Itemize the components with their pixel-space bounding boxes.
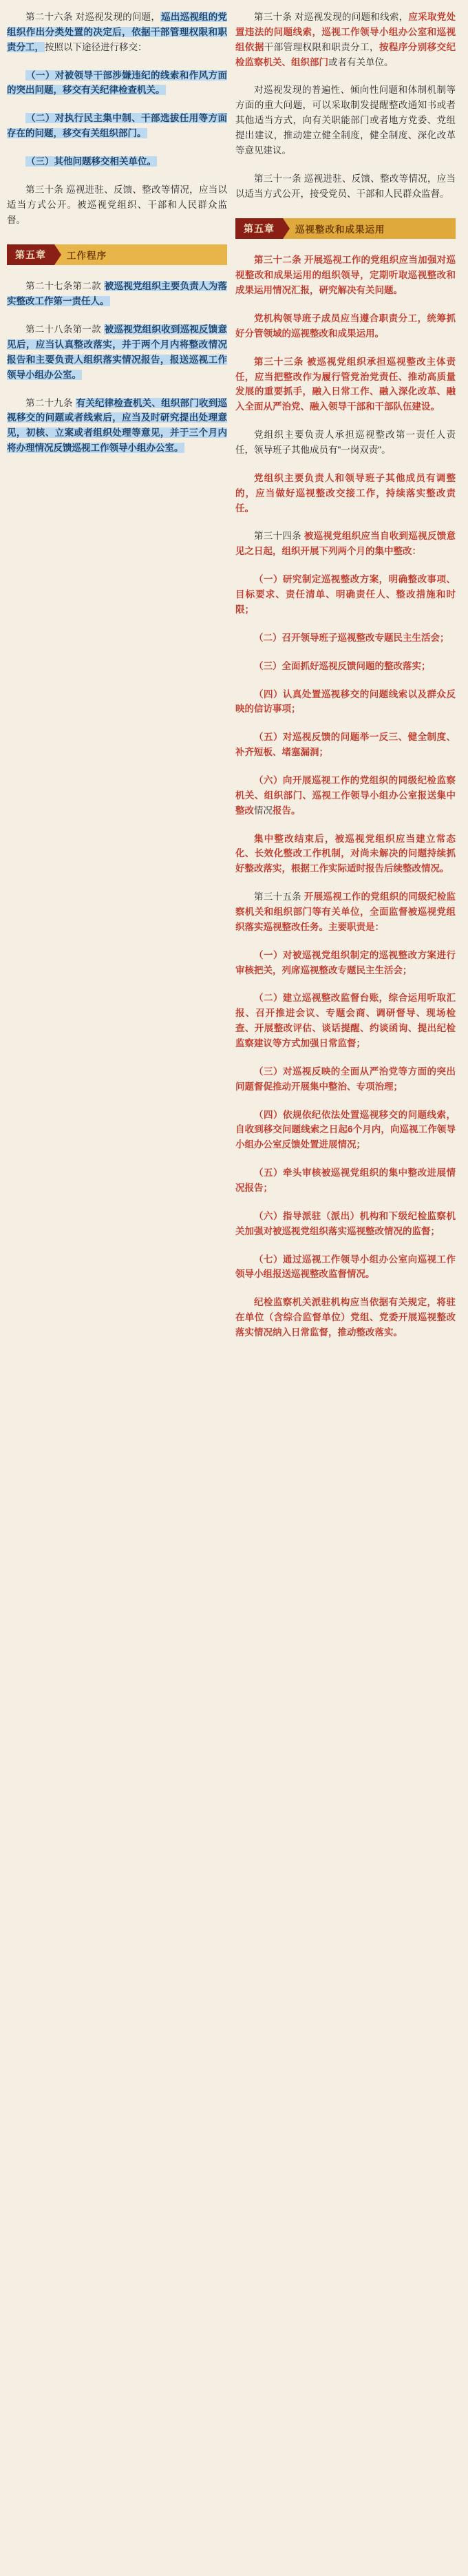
text-run-emphasis: 按程序分别移交纪检监察机关、组织部门	[235, 41, 456, 67]
paragraph-article-34-item-1	[235, 572, 456, 617]
text-run-emphasis: 集中整改结束后，被巡视党组织应当建立常态化、长效化整改工作机制，对尚未解决的问题持续抓好整改落实，根据工作实际适时报告后续整改情况。	[235, 833, 456, 874]
text-run: 第三十一条 巡视进驻、反馈、整改等情况，应当以适当方式公开，接受党员、干部和人民群众监督。	[235, 173, 456, 199]
paragraph-article-35	[235, 889, 456, 935]
text-run-highlight: 有关纪律检查机关、组织部门收到巡视移交的问题或者线索后，应当及时研究提出处理意见，初核、立案或者组织处理等意见，并于三个月内将办理情况反馈巡视工作领导小组办公室。	[7, 397, 227, 454]
chapter-title: 巡视整改和成果运用	[283, 218, 456, 239]
paragraph-article-33b	[235, 427, 456, 458]
text-run-emphasis: （五）对巡视反馈的问题举一反三、健全制度、补齐短板、堵塞漏洞；	[235, 732, 456, 758]
text-run: 或者有关单位。	[328, 56, 394, 67]
paragraph-article-35-item-5	[235, 1165, 456, 1196]
paragraph-article-26-item-1	[7, 68, 227, 98]
paragraph-article-34-item-4	[235, 687, 456, 717]
text-run: 第二十六条 对巡视发现的问题，	[25, 12, 161, 22]
paragraph-article-33c	[235, 471, 456, 516]
chapter-number: 第五章	[235, 218, 283, 239]
text-run-emphasis: （五）牵头审核被巡视党组织的集中整改进展情况报告；	[235, 1168, 456, 1193]
paragraph-article-35-item-6	[235, 1209, 456, 1239]
text-run-emphasis: （二）召开领导班子巡视整改专题民主生活会；	[254, 632, 449, 643]
paragraph-article-35-item-1	[235, 948, 456, 978]
text-run: 。	[381, 445, 391, 456]
paragraph-article-34-item-6	[235, 773, 456, 819]
text-run-emphasis: （一）研究制定巡视整改方案，明确整改事项、目标要求、责任清单、明确责任人、整改措施和时限；	[235, 574, 456, 615]
text-run: 第二十七条第二款	[25, 281, 104, 292]
text-run: 第三十五条	[254, 891, 304, 902]
paragraph-article-26-item-3	[7, 154, 227, 169]
text-run: 第二十九条	[25, 397, 76, 408]
text-run-highlight: 被巡视党组织主要负责人为落实整改工作第一责任人。	[7, 281, 227, 307]
paragraph-article-26	[7, 10, 227, 55]
paragraph-article-32b	[235, 311, 456, 341]
left-column	[7, 10, 227, 462]
paragraph-article-34	[235, 529, 456, 559]
text-run-emphasis: （四）认真处置巡视移交的问题线索以及群众反映的信访事项；	[235, 688, 456, 715]
text-run-emphasis: 应采取党处置违法的问题线索，巡视工作领导小组办公室和巡视组依据	[235, 12, 456, 52]
paragraph-article-35-item-4	[235, 1108, 456, 1153]
paragraph-article-35b	[235, 1295, 456, 1340]
chapter-heading-left	[7, 244, 227, 265]
text-run-emphasis: （七）通过巡视工作领导小组办公室向巡视工作领导小组报送巡视整改监督情况。	[235, 1254, 456, 1280]
paragraph-article-34-item-2	[235, 631, 456, 646]
text-run-emphasis: 被巡视党组织应当自收到巡视反馈意见之日起，组织开展下列	[235, 531, 456, 557]
paragraph-article-33	[235, 355, 456, 414]
right-column	[235, 10, 456, 1347]
paragraph-article-30-left	[7, 182, 227, 228]
paragraph-article-28	[7, 322, 227, 382]
text-run-emphasis: （六）向开展巡视工作的党组织的同级纪检监察机关、组织部门、巡视工作领导小组办公室报送集中整改	[235, 774, 456, 816]
paragraph-article-32	[235, 253, 456, 298]
paragraph-article-34-item-3	[235, 659, 456, 674]
text-run: 情况	[254, 805, 273, 816]
paragraph-article-35-item-7	[235, 1252, 456, 1282]
paragraph-article-30b	[235, 83, 456, 158]
text-run-emphasis: 纪检监察机关派驻机构应当依据有关规定，将驻在单位（含综合监督单位）党组、党委开展巡视整改落实情况纳入日常监督，推动整改落实。	[235, 1297, 456, 1338]
text-run: 党组织主要负责人承担巡视整改第一责任人责任，领导班子其他成员有	[235, 430, 456, 456]
text-run: "一岗双责"	[337, 445, 382, 456]
text-run-emphasis: 报告。	[273, 805, 301, 816]
text-run-highlight: （三）其他问题移交相关单位。	[26, 156, 156, 167]
paragraph-article-34-item-5	[235, 730, 456, 760]
text-run-emphasis: （三）对巡视反映的全面从严治党等方面的突出问题督促推动开展集中整治、专项治理；	[235, 1066, 456, 1092]
text-run-emphasis: （一）对被巡视党组织制定的巡视整改方案进行审核把关，列席巡视整改专题民主生活会；	[235, 949, 456, 975]
text-run-emphasis: 党机构领导班子成员应当遵合职责分工，统筹抓好分管领域的巡视整改和成果运用。	[235, 313, 456, 339]
text-run: 按照以下途径进行移交：	[45, 41, 147, 52]
paragraph-article-29	[7, 396, 227, 456]
text-run-emphasis: （二）建立巡视整改监督台账，综合运用听取汇报、召开推进会议、专题会商、调研督导、现场检查、开展整改评估、谈话提醒、约谈函询、提出纪检监察建议等方式加强日常监督；	[235, 993, 456, 1048]
text-run-emphasis: 开展巡视工作的党组织应当加强对巡视整改和成果运用的组织领导，定期听取巡视整改和成果运用情况汇报，研究解决有关问题。	[235, 255, 456, 296]
chapter-heading-right	[235, 218, 456, 239]
text-run-emphasis: （六）指导派驻（派出）机构和下级纪检监察机关加强对被巡视党组织落实巡视整改情况的监督；	[235, 1210, 456, 1236]
text-run-highlight: 巡出巡视组的党组织作出分类处置的决定后，依据干部管理权限和职责分工，	[7, 12, 227, 52]
text-run-highlight: （一）对被领导干部涉嫌违纪的线索和作风方面的突出问题，移交有关纪律检查机关。	[7, 70, 227, 96]
text-run-emphasis: 第三十二条	[254, 255, 304, 266]
text-run-highlight: （二）对执行民主集中制、干部选拔任用等方面存在的问题，移交有关组织部门。	[7, 113, 227, 139]
paragraph-article-31	[235, 171, 456, 202]
text-run: 干部管理权限和职责分工，	[264, 41, 379, 52]
text-run-emphasis: 第三十三条	[254, 356, 308, 367]
text-run-highlight: 被巡视党组织收到巡视反馈意见后，应当认真整改落实，并于两个月内将整改情况报告和主要负责人组织落实情况报告，报送巡视工作领导小组办公室。	[7, 324, 227, 380]
paragraph-article-27	[7, 279, 227, 309]
text-run-emphasis: 被巡视党组织承担巡视整改主体责任，应当把整改作为履行管党治党责任、推动高质量发展的重要抓手，融入日常工作、融入深化改革、融入全面从严治党、融入领导干部和干部队伍建设。	[235, 356, 456, 412]
paragraph-article-35-item-2	[235, 991, 456, 1051]
text-run-emphasis: 开展巡视工作的党组织的同级纪检监察机关和组织部门等有关单位，全面监督被巡视党组织落实巡视整改任务。主要职责是：	[235, 891, 456, 932]
text-run-emphasis: （四）依规依纪依法处置巡视移交的问题线索，自收到移交问题线索之日起6个月内，向巡视工作领导小组办公室反馈处置进展情况；	[235, 1109, 456, 1150]
text-run-emphasis: 党组织主要负责人和领导班子其他成员有调整的，应当做好巡视整改交接工作，持续落实整改责任。	[235, 472, 456, 514]
paragraph-article-26-item-2	[7, 111, 227, 141]
paragraph-article-35-item-3	[235, 1064, 456, 1095]
chapter-title: 工作程序	[54, 244, 227, 265]
paragraph-article-34b	[235, 832, 456, 877]
text-run: 第三十四条	[254, 531, 304, 542]
text-run: 第二十八条第一款	[25, 324, 104, 335]
paragraph-article-30	[235, 10, 456, 70]
text-run: 第三十条 对巡视发现的问题和线索，	[254, 12, 409, 22]
text-run: 第三十条 巡视进驻、反馈、整改等情况，应当以适当方式公开。被巡视党组织、干部和人民群众监督。	[7, 184, 227, 225]
text-run-emphasis: （三）全面抓好巡视反馈问题的整改落实；	[254, 660, 431, 671]
chapter-number: 第五章	[7, 244, 54, 265]
text-run: 对巡视发现的普遍性、倾向性问题和体制机制等方面的重大问题，可以采取制发提醒整改通知书或者其他适当方式，向有关职能部门或者地方党委、党组提出建议，推动建立健全制度，健全制度、深化改革等意见建议。	[235, 85, 456, 156]
text-run-emphasis: 两个月的集中整改：	[337, 546, 421, 557]
